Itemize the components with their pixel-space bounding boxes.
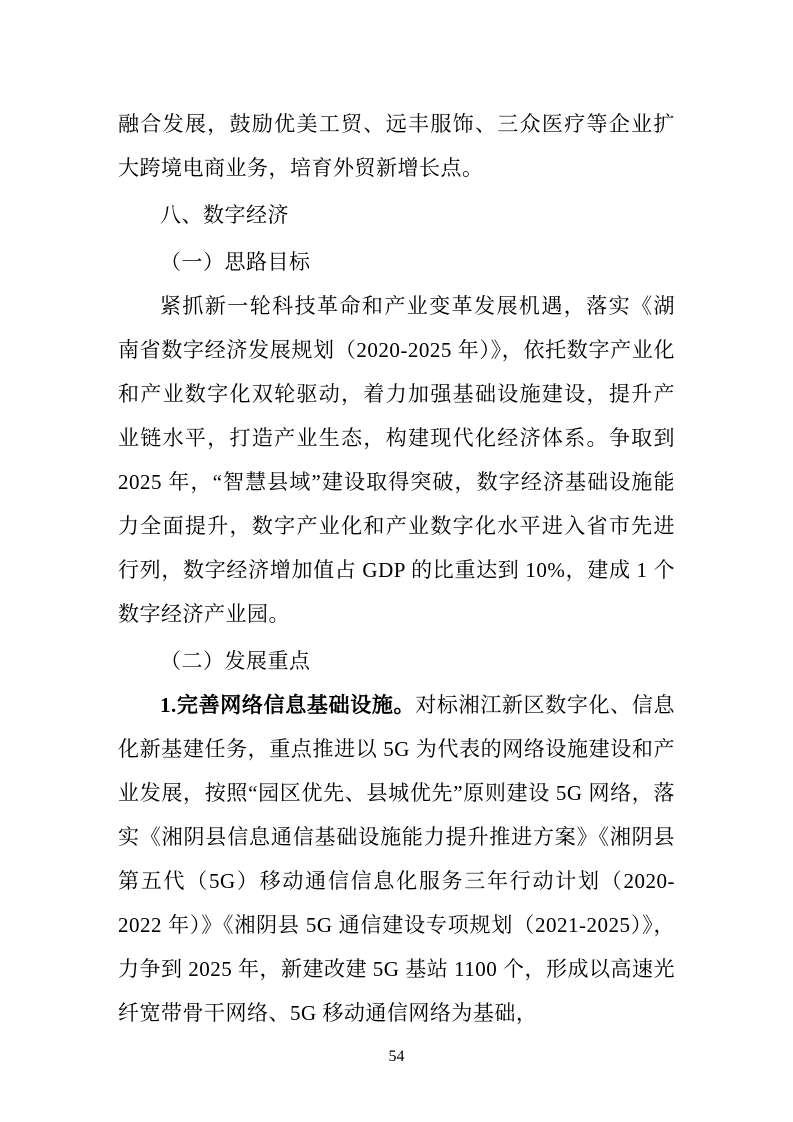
page-number: 54 <box>388 1048 405 1065</box>
heading-subsection-goals: （一）思路目标 <box>160 250 311 274</box>
paragraph-network-infrastructure <box>118 683 675 1035</box>
paragraph-goals: 紧抓新一轮科技革命和产业变革发展机遇，落实《湖南省数字经济发展规划（2020-2025 年）》，依托数字产业化和产业数字化双轮驱动，着力加强基础设施建设，提升产业链水平，打造产业生态，构建现代化经济体系。争取到 2025 年，“智慧县域”建设取得突破，数字经济基础设施能力全面提升，数字产业化和产业数字化水平进入省市先进行列，数字经济增加值占 GDP 的比重达到 10%，建成 1 个数字经济产业园。 <box>118 294 675 626</box>
paragraph-network-lead: 1.完善网络信息基础设施。 <box>160 693 416 717</box>
heading-subsection-priorities: （二）发展重点 <box>160 649 311 673</box>
paragraph-continuation: 融合发展，鼓励优美工贸、远丰服饰、三众医疗等企业扩大跨境电商业务，培育外贸新增长点。 <box>118 112 675 180</box>
paragraph-network-body: 对标湘江新区数字化、信息化新基建任务，重点推进以 5G 为代表的网络设施建设和产业发展，按照“园区优先、县城优先”原则建设 5G 网络，落实《湘阴县信息通信基础设施能力提升推进方案》《湘阴县第五代（5G）移动通信信息化服务三年行动计划（2020-2022 年）》《湘阴县 5G 通信建设专项规划（2021-2025）》，力争到 2025 年，新建改建 5G 基站 1100 个，形成以高速光纤宽带骨干网络、5G 移动通信网络为基础， <box>118 693 676 1025</box>
heading-section-digital-economy: 八、数字经济 <box>160 203 289 227</box>
document-content <box>118 102 675 1035</box>
